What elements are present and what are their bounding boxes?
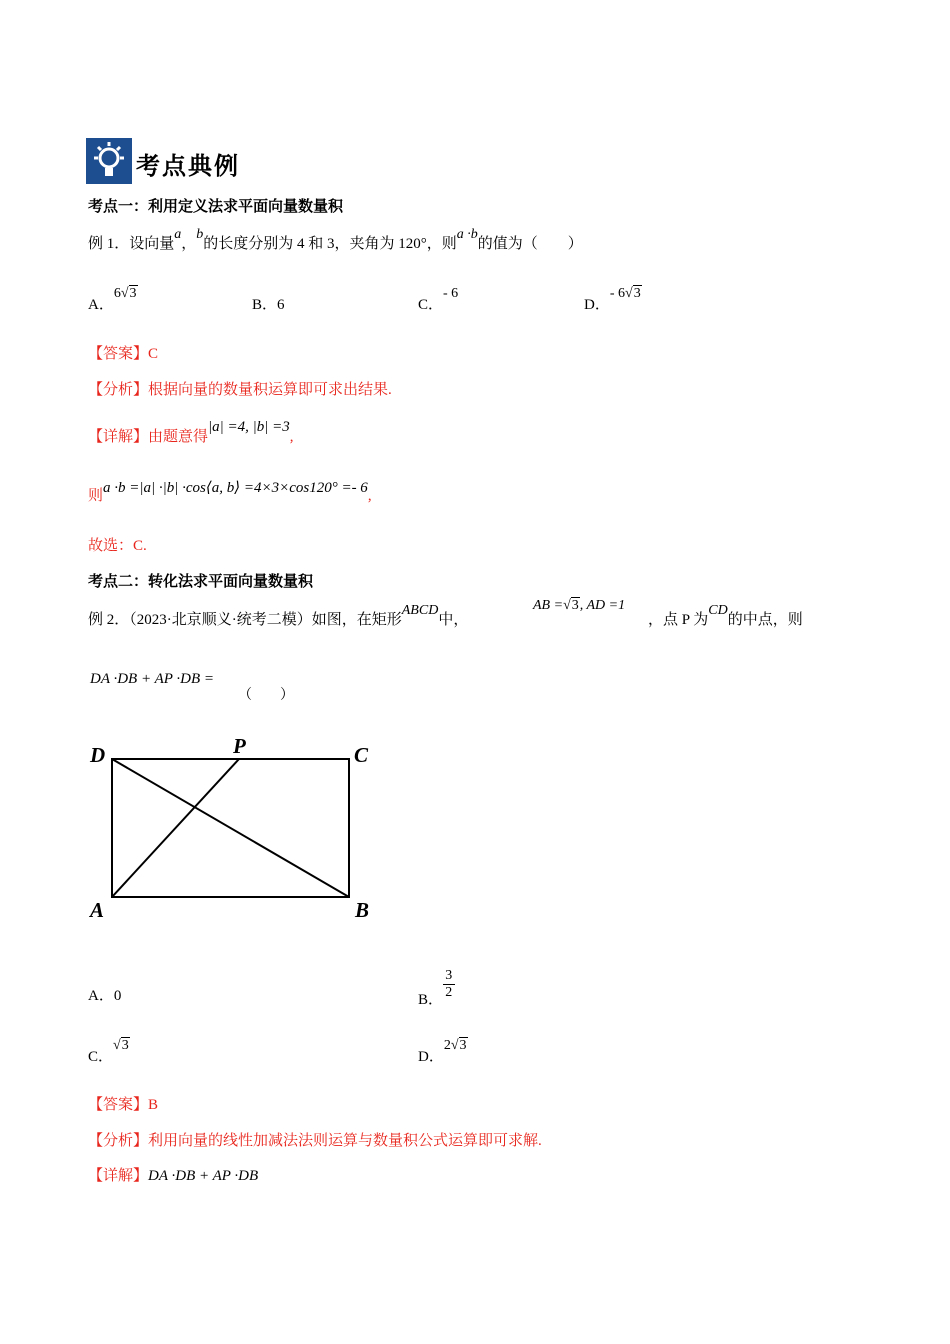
header-logo [86, 138, 132, 184]
lightbulb-icon [86, 138, 132, 184]
detail-math: a ·b =|a| ·|b| ·cos⟨a, b⟩ =4×3×cos120° =- 6 [103, 480, 368, 496]
option-label: C． [418, 297, 444, 313]
q1-conclusion: 故选：C. [88, 538, 147, 554]
detail-tag: 【详解】 [88, 1168, 149, 1184]
q1-option-a: A．6√3 [88, 286, 137, 313]
answer-tag: 【答案】 [88, 1097, 149, 1113]
detail-prefix: 则 [88, 488, 104, 504]
answer-value: C [148, 346, 159, 362]
label-d: D [90, 743, 106, 767]
q2-cd: CD [708, 603, 728, 618]
q2-expr: DA ·DB + AP ·DB = [90, 671, 214, 687]
detail-end: , [367, 488, 372, 504]
q1-text3: 的值为（ ） [477, 236, 583, 252]
answer-value: B [148, 1097, 159, 1113]
segment-ap [112, 759, 239, 897]
q1-detail-line1 [88, 419, 294, 446]
q1-answer [88, 342, 158, 363]
q1-label: 例 1．设向量 [88, 236, 175, 252]
detail-text: 由题意得 [148, 429, 209, 445]
diagonal-db [112, 759, 349, 897]
q1-text2: 的长度分别为 4 和 3，夹角为 120°，则 [203, 236, 457, 252]
q1-ab: a ·b [456, 227, 478, 242]
option-radicand: 3 [129, 286, 137, 301]
q1-comma: ， [181, 236, 197, 252]
q1-option-d: D．- 6√3 [584, 286, 641, 313]
label-p: P [233, 734, 246, 758]
q2-text-end [648, 603, 803, 629]
q2-label: 例 2．（2023·北京顺义·统考二模）如图，在矩形 [88, 612, 402, 628]
detail-math: DA ·DB + AP ·DB [148, 1168, 259, 1184]
q2-detail [88, 1164, 258, 1185]
option-radicand: 3 [121, 1038, 129, 1053]
label-b: B [355, 898, 370, 922]
q2-expression [90, 670, 214, 688]
option-value: 2 [443, 1038, 451, 1053]
q2-option-d: D．2√3 [418, 1038, 467, 1065]
option-value: 6 [277, 297, 285, 313]
q2-answer [88, 1093, 158, 1114]
detail-math: |a| =4, |b| =3 [208, 419, 290, 435]
q1-option-c [418, 286, 459, 314]
analysis-text: 根据向量的数量积运算即可求出结果. [148, 382, 392, 398]
fraction-denominator: 2 [445, 985, 453, 1000]
option-label: A． [88, 297, 114, 313]
q2-option-a [88, 984, 121, 1005]
q2-text2: ，点 P 为 [648, 612, 709, 628]
q1-vec-a: a [174, 227, 182, 242]
label-c: C [354, 743, 369, 767]
answer-tag: 【答案】 [88, 346, 149, 362]
option-radicand: 3 [633, 286, 641, 301]
q2-cond-radicand: 3 [571, 598, 579, 613]
option-label: A． [88, 988, 114, 1004]
fraction-numerator: 3 [445, 968, 453, 983]
detail-tag: 【详解】 [88, 429, 149, 445]
q2-condition: AB =√3, AD =1 [533, 598, 626, 613]
option-value: 0 [113, 988, 122, 1004]
rectangle-figure [84, 732, 384, 927]
question-2 [88, 603, 469, 629]
analysis-text: 利用向量的线性加减法法则运算与数量积公式运算即可求解. [148, 1133, 542, 1149]
q2-expr-paren: （ ） [238, 688, 294, 703]
header-title: 考点典例 [136, 151, 240, 180]
label-a: A [90, 898, 105, 922]
detail-end: , [289, 429, 294, 445]
q2-cond: AB = [533, 598, 564, 613]
q2-mid: 中， [438, 612, 469, 628]
q2-option-c: C．√3 [88, 1038, 129, 1065]
option-label: D． [584, 297, 610, 313]
section-1-title: 考点一：利用定义法求平面向量数量积 [88, 199, 344, 215]
option-radicand: 3 [459, 1038, 467, 1053]
option-value: - 6 [609, 286, 626, 301]
analysis-tag: 【分析】 [88, 1133, 149, 1149]
option-label: B． [418, 991, 444, 1008]
option-label: C． [88, 1049, 114, 1065]
option-value: - 6 [443, 286, 459, 301]
analysis-tag: 【分析】 [88, 382, 149, 398]
option-label: B． [252, 297, 278, 313]
option-fraction [443, 968, 455, 1001]
q2-text3: 的中点，则 [727, 612, 803, 628]
q1-vec-b: b [196, 227, 204, 242]
q2-analysis [88, 1129, 542, 1150]
option-label: D． [418, 1049, 444, 1065]
q1-analysis [88, 378, 392, 399]
question-1 [88, 227, 583, 253]
option-value: 6 [113, 286, 121, 301]
q2-abcd: ABCD [401, 603, 439, 618]
q1-detail-line2 [88, 480, 372, 505]
section-2-title: 考点二：转化法求平面向量数量积 [88, 574, 314, 590]
q2-option-b [418, 968, 455, 1008]
q1-option-b [252, 293, 285, 314]
q2-cond2: , AD =1 [579, 598, 626, 613]
